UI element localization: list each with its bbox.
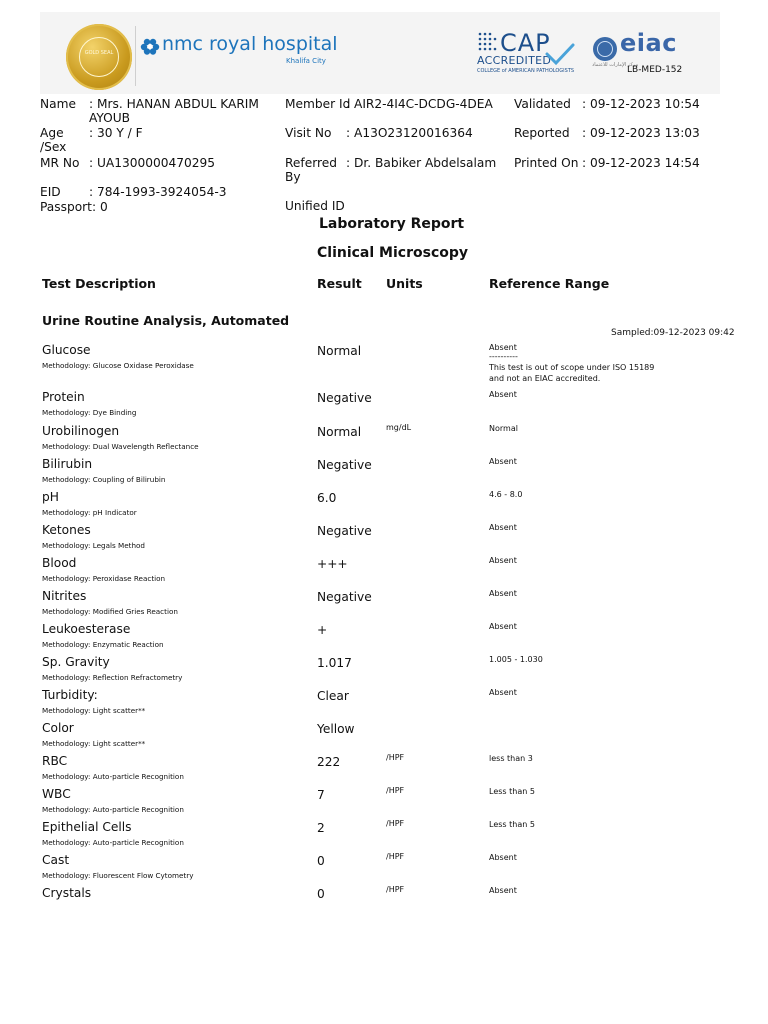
section-title: Urine Routine Analysis, Automated	[42, 313, 290, 328]
test-result: Normal	[317, 425, 362, 439]
test-reference: Absent	[489, 589, 517, 598]
test-reference: Absent	[489, 390, 517, 399]
test-name: Sp. Gravity	[42, 655, 110, 669]
name-value-line2: AYOUB	[89, 111, 131, 125]
eid-value: : 784-1993-3924054-3	[89, 185, 227, 199]
header-divider	[135, 26, 136, 86]
cap-dots-icon	[477, 31, 497, 55]
test-reference: Normal	[489, 424, 518, 433]
visit-no-label: Visit No	[285, 126, 332, 140]
report-title: Laboratory Report	[319, 216, 465, 232]
test-name: WBC	[42, 787, 71, 801]
eid-label: EID	[40, 185, 61, 199]
test-name: Ketones	[42, 523, 91, 537]
test-name: Urobilinogen	[42, 424, 120, 438]
test-methodology: Methodology: Auto-particle Recognition	[42, 805, 184, 814]
test-methodology: Methodology: Modified Gries Reaction	[42, 607, 178, 616]
test-name: Bilirubin	[42, 457, 93, 471]
name-value: : Mrs. HANAN ABDUL KARIM	[89, 97, 259, 111]
test-note: This test is out of scope under ISO 15189 and not an EIAC accredited.	[489, 363, 655, 383]
test-unit: /HPF	[386, 819, 405, 828]
col-reference-range: Reference Range	[489, 276, 610, 291]
mr-value: : UA1300000470295	[89, 156, 216, 170]
col-result: Result	[317, 276, 362, 291]
test-methodology: Methodology: Enzymatic Reaction	[42, 640, 164, 649]
test-name: Crystals	[42, 886, 92, 900]
test-reference: Absent	[489, 457, 517, 466]
test-result: +	[317, 623, 328, 637]
test-name: Nitrites	[42, 589, 87, 603]
test-result: Clear	[317, 689, 349, 703]
hospital-name: nmc royal hospital	[162, 33, 338, 55]
referred-by-label: By	[285, 170, 301, 184]
note-separator: ----------	[489, 352, 518, 361]
age-sex-value: : 30 Y / F	[89, 126, 143, 140]
test-methodology: Methodology: Reflection Refractometry	[42, 673, 183, 682]
validated-value: : 09-12-2023 10:54	[582, 97, 700, 111]
test-reference: Absent	[489, 556, 517, 565]
test-unit: /HPF	[386, 786, 405, 795]
test-methodology: Methodology: Dye Binding	[42, 408, 137, 417]
test-result: 6.0	[317, 491, 337, 505]
test-methodology: Methodology: Fluorescent Flow Cytometry	[42, 871, 194, 880]
printed-value: : 09-12-2023 14:54	[582, 156, 700, 170]
test-reference: Absent	[489, 622, 517, 631]
test-reference: 1.005 - 1.030	[489, 655, 543, 664]
test-methodology: Methodology: Glucose Oxidase Peroxidase	[42, 361, 194, 370]
reported-label: Reported	[514, 126, 570, 140]
test-result: Yellow	[317, 722, 355, 736]
test-result: Negative	[317, 524, 372, 538]
test-result: Negative	[317, 458, 372, 472]
test-name: RBC	[42, 754, 68, 768]
test-result: Normal	[317, 344, 362, 358]
name-label: Name	[40, 97, 76, 111]
test-reference: Less than 5	[489, 820, 535, 829]
test-result: 1.017	[317, 656, 352, 670]
col-units: Units	[386, 276, 423, 291]
test-methodology: Methodology: Dual Wavelength Reflectance	[42, 442, 199, 451]
test-methodology: Methodology: Auto-particle Recognition	[42, 838, 184, 847]
validated-label: Validated	[514, 97, 571, 111]
nmc-flower-icon	[140, 36, 162, 56]
test-reference: less than 3	[489, 754, 533, 763]
test-unit: /HPF	[386, 852, 405, 861]
test-result: Negative	[317, 590, 372, 604]
printed-label: Printed On	[514, 156, 579, 170]
member-id-value: : AIR2-4I4C-DCDG-4DEA	[346, 97, 493, 111]
test-name: Glucose	[42, 343, 91, 357]
mr-label: MR No	[40, 156, 80, 170]
test-name: pH	[42, 490, 59, 504]
test-name: Turbidity:	[42, 688, 98, 702]
test-result: 222	[317, 755, 341, 769]
cap-subtitle: COLLEGE of AMERICAN PATHOLOGISTS	[477, 68, 575, 74]
test-unit: /HPF	[386, 753, 405, 762]
test-result: Negative	[317, 391, 372, 405]
member-id-label: Member Id	[285, 97, 351, 111]
eiac-seal-icon	[593, 37, 617, 61]
test-reference: Absent	[489, 886, 517, 895]
col-test-description: Test Description	[42, 276, 156, 291]
test-result: 0	[317, 854, 325, 868]
test-reference: Absent	[489, 523, 517, 532]
test-methodology: Methodology: Light scatter**	[42, 706, 146, 715]
test-name: Blood	[42, 556, 77, 570]
test-result: 0	[317, 887, 325, 901]
eiac-arabic-text: مركز الإمارات للاعتماد	[592, 62, 639, 68]
eiac-logo: eiac	[620, 29, 677, 57]
cap-accredited-text: ACCREDITED	[477, 54, 552, 67]
test-methodology: Methodology: pH Indicator	[42, 508, 137, 517]
test-name: Protein	[42, 390, 85, 404]
test-reference: Absent	[489, 343, 517, 352]
passport-label: Passport	[40, 200, 92, 214]
reported-value: : 09-12-2023 13:03	[582, 126, 700, 140]
test-methodology: Methodology: Legals Method	[42, 541, 145, 550]
test-methodology: Methodology: Light scatter**	[42, 739, 146, 748]
sampled-time: Sampled:09-12-2023 09:42	[611, 328, 735, 338]
test-methodology: Methodology: Auto-particle Recognition	[42, 772, 184, 781]
test-name: Epithelial Cells	[42, 820, 132, 834]
test-name: Cast	[42, 853, 70, 867]
unified-id-label: Unified ID	[285, 199, 345, 213]
sex-label: /Sex	[40, 140, 67, 154]
passport-value: : 0	[92, 200, 108, 214]
accreditation-code: LB-MED-152	[627, 65, 683, 75]
test-result: 7	[317, 788, 325, 802]
referred-value: : Dr. Babiker Abdelsalam	[346, 156, 497, 170]
department-title: Clinical Microscopy	[317, 245, 469, 261]
checkmark-icon	[545, 42, 575, 66]
test-reference: Absent	[489, 853, 517, 862]
test-name: Leukoesterase	[42, 622, 131, 636]
test-unit: mg/dL	[386, 423, 412, 432]
cap-logo-text: CAP	[500, 29, 551, 57]
test-unit: /HPF	[386, 885, 405, 894]
test-reference: 4.6 - 8.0	[489, 490, 523, 499]
referred-label: Referred	[285, 156, 337, 170]
test-reference: Less than 5	[489, 787, 535, 796]
test-name: Color	[42, 721, 74, 735]
test-result: 2	[317, 821, 325, 835]
test-methodology: Methodology: Coupling of Bilirubin	[42, 475, 166, 484]
visit-no-value: : A13O23120016364	[346, 126, 473, 140]
hospital-location: Khalifa City	[286, 57, 326, 65]
age-label: Age	[40, 126, 64, 140]
test-result: +++	[317, 557, 348, 571]
jci-gold-seal-icon: GOLD SEAL	[66, 24, 132, 90]
test-methodology: Methodology: Peroxidase Reaction	[42, 574, 166, 583]
test-reference: Absent	[489, 688, 517, 697]
